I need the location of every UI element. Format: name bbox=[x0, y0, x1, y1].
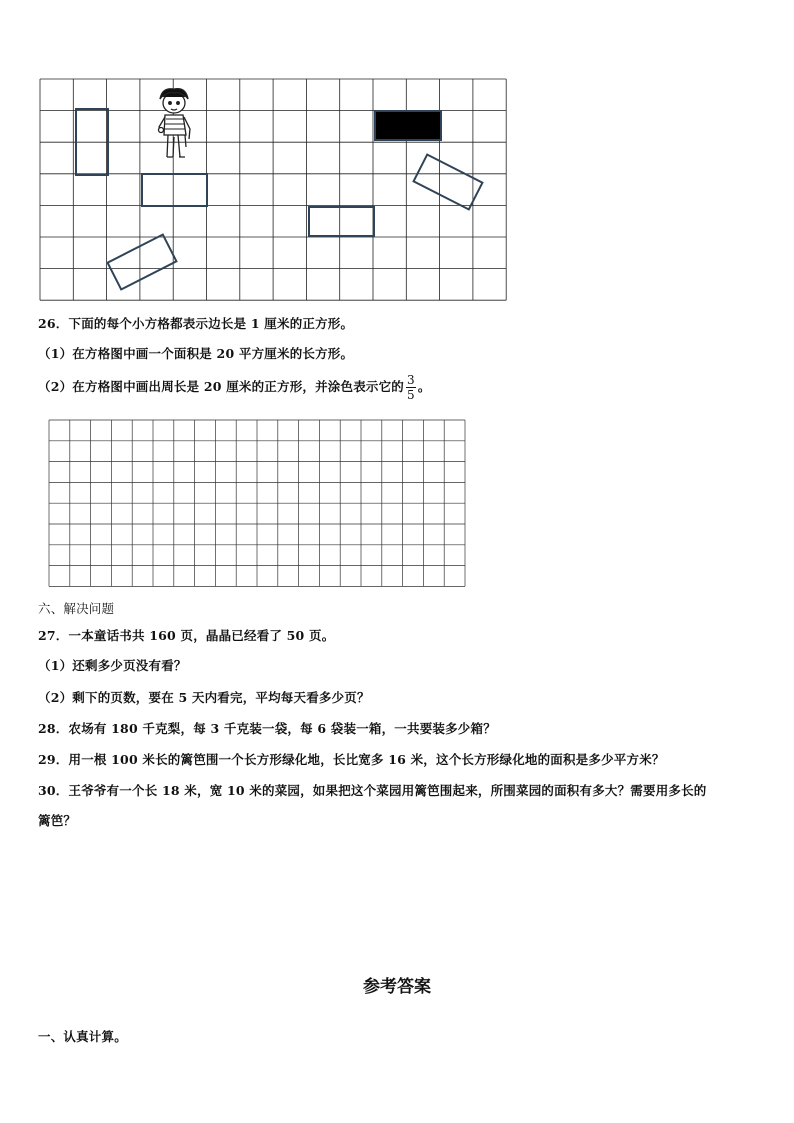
q26-part2-text: （2）在方格图中画出周长是 20 厘米的正方形，并涂色表示它的 bbox=[38, 379, 404, 394]
fraction-denominator: 5 bbox=[407, 388, 415, 402]
boy-figure-icon bbox=[159, 89, 191, 157]
blank-grid bbox=[47, 418, 467, 590]
q30-line1: 30．王爷爷有一个长 18 米，宽 10 米的菜园，如果把这个菜园用篱笆围起来，所围菜园的面积有多大？需要用多长的 bbox=[38, 783, 707, 798]
section-one-heading: 一、认真计算。 bbox=[38, 1029, 127, 1044]
q28-text: 28．农场有 180 千克梨，每 3 千克装一袋，每 6 袋装一箱，一共要装多少箱？ bbox=[38, 721, 496, 736]
wide-rectangle-left bbox=[142, 174, 207, 206]
q29-text: 29．用一根 100 米长的篱笆围一个长方形绿化地，长比宽多 16 米，这个长方形绿化地的面积是多少平方米？ bbox=[38, 752, 665, 767]
q27-part1: （1）还剩多少页没有看？ bbox=[38, 658, 187, 673]
q27-stem: 27．一本童话书共 160 页，晶晶已经看了 50 页。 bbox=[38, 628, 335, 643]
section-six-heading: 六、解决问题 bbox=[38, 601, 115, 616]
tilted-rectangle-right bbox=[414, 155, 483, 210]
tilted-rectangle-left bbox=[108, 235, 177, 290]
q30-line2: 篱笆？ bbox=[38, 813, 77, 828]
q26-part2-end: 。 bbox=[417, 379, 431, 394]
q26-part1: （1）在方格图中画一个面积是 20 平方厘米的长方形。 bbox=[38, 346, 354, 361]
q27-part2: （2）剩下的页数，要在 5 天内看完，平均每天看多少页？ bbox=[38, 690, 370, 705]
q26-stem: 26．下面的每个小方格都表示边长是 1 厘米的正方形。 bbox=[38, 316, 354, 331]
q26-part2 bbox=[38, 373, 431, 402]
black-rectangle bbox=[375, 111, 441, 140]
blank-grid-lines bbox=[49, 420, 465, 586]
wide-rectangle-middle bbox=[309, 207, 374, 236]
answers-title: 参考答案 bbox=[363, 977, 431, 997]
fraction-three-fifths bbox=[406, 373, 416, 402]
fraction-numerator: 3 bbox=[407, 373, 415, 387]
top-grid-figure bbox=[38, 77, 510, 303]
